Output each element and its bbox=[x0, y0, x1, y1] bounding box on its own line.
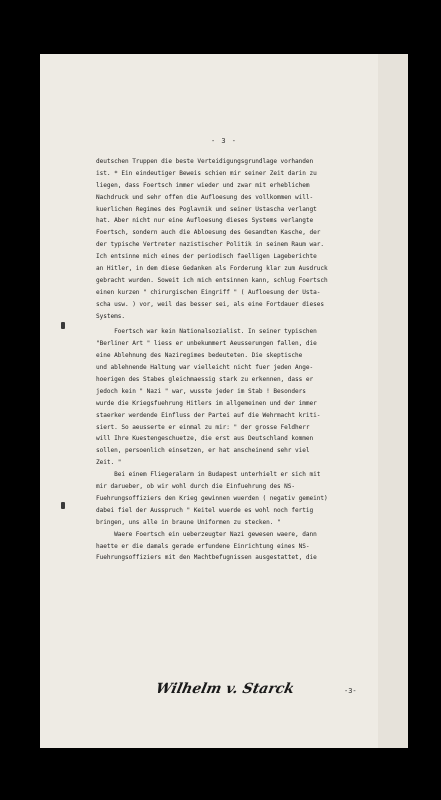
margin-punch-mark bbox=[61, 502, 65, 509]
text-line: Bei einem Fliegeralarm in Budapest unterhielt er sich mit bbox=[96, 471, 321, 479]
text-line: haette er die damals gerade erfundene Einrichtung eines NS- bbox=[96, 542, 310, 550]
text-line: siert. So aeusserte er einmal zu mir: " der grosse Feldherr bbox=[96, 423, 310, 431]
folio-number: -3- bbox=[344, 687, 357, 695]
text-line: bringen, uns alle in braune Uniformen zu stecken. " bbox=[96, 518, 281, 526]
text-line: will Ihre Kuestengeschuetze, die erst aus Deutschland kommen bbox=[96, 435, 314, 443]
signature-text: Wilhelm v. Starck bbox=[154, 681, 296, 697]
text-line: "Berliner Art " liess er unbekummert Aeusserungen fallen, die bbox=[96, 340, 317, 348]
text-line: deutschen Truppen die beste Verteidigungsgrundlage vorhanden bbox=[96, 158, 314, 165]
text-line: wurde die Kriegsfuehrung Hitlers im allgemeinen und der immer bbox=[96, 399, 317, 407]
margin-punch-mark bbox=[61, 322, 65, 329]
text-line: Ich entsinne mich eines der periodisch faelligen Lageberichte bbox=[96, 253, 317, 261]
text-line: Foertsch, sondern auch die Abloesung des Gesandten Kasche, der bbox=[96, 229, 321, 237]
text-line: kuerlichen Regimes des Poglavnik und seiner Ustascha verlangt bbox=[96, 205, 317, 213]
text-line: an Hitler, in dem diese Gedanken als Forderung klar zum Ausdruck bbox=[96, 265, 328, 273]
text-line: hat. Aber nicht nur eine Aufloesung dieses Systems verlangte bbox=[96, 217, 314, 225]
text-line: scha usw. ) vor, weil das besser sei, als eine Fortdauer dieses bbox=[96, 300, 324, 308]
text-line: mir darueber, ob wir wohl durch die Einfuehrung des NS- bbox=[96, 483, 296, 491]
text-line: jedoch kein " Nazi " war, wusste jeder im Stab ! Besonders bbox=[96, 387, 306, 395]
text-line: einen kurzen " chirurgischen Eingriff " ( Aufloesung der Usta- bbox=[96, 288, 321, 296]
document-page bbox=[40, 54, 408, 748]
text-line: gebracht wurden. Soweit ich mich entsinnen kann, schlug Foertsch bbox=[96, 276, 328, 284]
text-line: Waere Foertsch ein ueberzeugter Nazi gewesen waere, dann bbox=[96, 530, 317, 538]
text-line: Systems. bbox=[96, 312, 125, 320]
text-line: Foertsch war kein Nationalsozialist. In seiner typischen bbox=[96, 328, 317, 336]
text-line: ist. * Ein eindeutiger Beweis schien mir seiner Zeit darin zu bbox=[96, 169, 317, 177]
text-line: eine Ablehnung des Naziregimes bedeuteten. Die skeptische bbox=[96, 352, 303, 360]
text-line: staerker werdende Einfluss der Partei auf die Wehrmacht kriti- bbox=[96, 411, 321, 419]
body-text bbox=[96, 156, 401, 564]
text-line: Fuehrungsoffiziers den Krieg gewinnen wuerden ( negativ gemeint) bbox=[96, 494, 328, 502]
handwritten-signature bbox=[148, 679, 358, 707]
text-line: Fuehrungsoffiziers mit den Machtbefugnissen ausgestattet, die bbox=[96, 554, 317, 562]
text-line: Nachdruck und sehr offen die Aufloesung des vollkommen will- bbox=[96, 193, 314, 201]
text-line: liegen, dass Foertsch immer wieder und zwar mit erheblichem bbox=[96, 181, 310, 189]
text-line: sollen, persoenlich einsetzen, er hat anscheinend sehr viel bbox=[96, 447, 310, 455]
page-number: - 3 - bbox=[210, 137, 238, 145]
text-line: dabei fiel der Ausspruch " Keitel wuerde es wohl noch fertig bbox=[96, 506, 314, 514]
text-line: und ablehnende Haltung war vielleicht nicht fuer jeden Ange- bbox=[96, 364, 314, 372]
text-line: der typische Vertreter nazistischer Politik in seinem Raum war. bbox=[96, 241, 324, 249]
text-line: Zeit. " bbox=[96, 459, 122, 467]
text-line: hoerigen des Stabes gleichmaessig stark zu erkennen, dass er bbox=[96, 376, 314, 384]
